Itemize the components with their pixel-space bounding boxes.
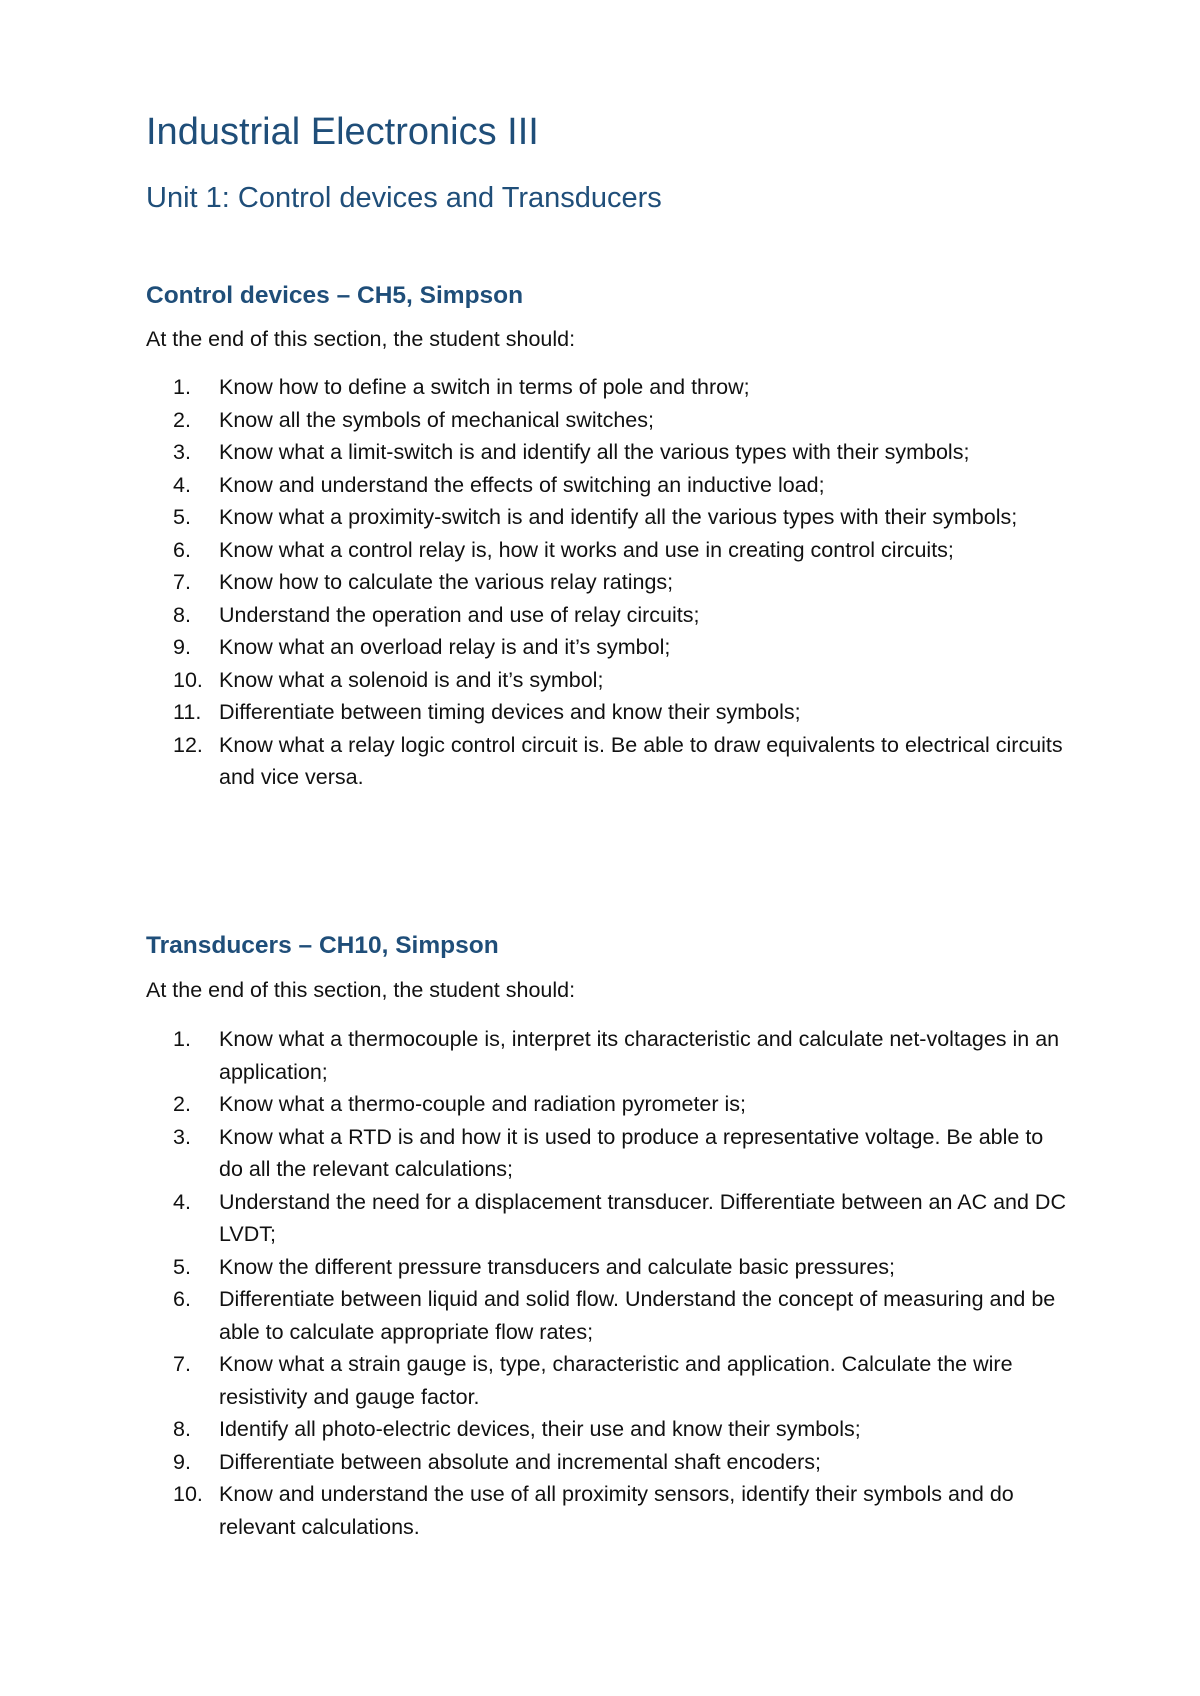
item-number: 3. (173, 1124, 191, 1149)
item-text: Know what a relay logic control circuit is. Be able to draw equivalents to electrical circuits and vice versa. (219, 732, 1063, 789)
list-item (146, 729, 1066, 794)
item-number: 8. (173, 602, 191, 627)
section-heading-control-devices: Control devices – CH5, Simpson (146, 282, 524, 309)
list-item (146, 534, 1066, 567)
item-text: Know and understand the effects of switching an inductive load; (219, 472, 825, 497)
list-item (146, 1121, 1066, 1186)
document-title: Industrial Electronics III (146, 111, 539, 153)
item-text: Know and understand the use of all proximity sensors, identify their symbols and do relevant calculations. (219, 1482, 1014, 1539)
item-text: Know the different pressure transducers and calculate basic pressures; (219, 1254, 896, 1279)
item-text: Understand the need for a displacement transducer. Differentiate between an AC and DC LVDT; (219, 1189, 1066, 1246)
item-text: Know how to define a switch in terms of pole and throw; (219, 375, 750, 399)
item-number: 10. (173, 667, 203, 692)
item-number: 8. (173, 1417, 191, 1441)
item-text: Know what a proximity-switch is and identify all the various types with their symbols; (219, 505, 1018, 529)
item-text: Understand the operation and use of relay circuits; (219, 602, 700, 627)
item-text: Know how to calculate the various relay ratings; (219, 570, 674, 594)
item-number: 7. (173, 1352, 191, 1376)
list-item (146, 1023, 1066, 1088)
unit-title: Unit 1: Control devices and Transducers (146, 182, 662, 214)
item-text: Know what a limit-switch is and identify all the various types with their symbols; (219, 440, 970, 464)
list-item (146, 371, 1066, 404)
list-item (146, 1251, 1066, 1284)
item-text: Differentiate between absolute and incremental shaft encoders; (219, 1449, 821, 1474)
item-number: 1. (173, 1027, 191, 1051)
item-text: Know all the symbols of mechanical switches; (219, 407, 654, 432)
section-heading-transducers: Transducers – CH10, Simpson (146, 932, 499, 959)
objectives-list-control-devices (146, 371, 1066, 794)
list-item (146, 1446, 1066, 1479)
item-text: Know what a control relay is, how it works and use in creating control circuits; (219, 537, 954, 562)
item-number: 5. (173, 505, 191, 529)
item-text: Know what an overload relay is and it’s symbol; (219, 635, 671, 659)
list-item (146, 1186, 1066, 1251)
item-number: 1. (173, 375, 191, 399)
item-number: 7. (173, 570, 191, 594)
item-number: 9. (173, 1449, 191, 1474)
section-intro-control-devices: At the end of this section, the student should: (146, 327, 576, 351)
item-number: 2. (173, 407, 191, 432)
item-number: 3. (173, 440, 191, 464)
item-text: Know what a thermocouple is, interpret its characteristic and calculate net-voltages in an application; (219, 1027, 1060, 1084)
item-number: 5. (173, 1254, 191, 1279)
item-text: Differentiate between liquid and solid flow. Understand the concept of measuring and be able to calculate appropriate flow rates; (219, 1287, 1056, 1344)
item-number: 6. (173, 1287, 191, 1311)
list-item (146, 696, 1066, 729)
item-number: 11. (173, 700, 202, 724)
section-intro-transducers: At the end of this section, the student should: (146, 978, 576, 1002)
item-text: Identify all photo-electric devices, their use and know their symbols; (219, 1417, 861, 1441)
list-item (146, 404, 1066, 437)
list-item (146, 664, 1066, 697)
list-item (146, 436, 1066, 469)
list-item (146, 566, 1066, 599)
list-item (146, 501, 1066, 534)
item-number: 4. (173, 1189, 191, 1214)
item-number: 2. (173, 1092, 191, 1116)
list-item (146, 1283, 1066, 1348)
list-item (146, 1348, 1066, 1413)
item-text: Differentiate between timing devices and know their symbols; (219, 700, 801, 724)
item-text: Know what a RTD is and how it is used to produce a representative voltage. Be able to do all the relevant calculations; (219, 1124, 1044, 1181)
list-item (146, 1088, 1066, 1121)
list-item (146, 1478, 1066, 1543)
item-number: 9. (173, 635, 191, 659)
item-text: Know what a strain gauge is, type, characteristic and application. Calculate the wire resistivity and gauge factor. (219, 1352, 1013, 1409)
item-number: 4. (173, 472, 191, 497)
list-item (146, 599, 1066, 632)
item-text: Know what a solenoid is and it’s symbol; (219, 667, 604, 692)
objectives-list-transducers (146, 1023, 1066, 1543)
list-item (146, 469, 1066, 502)
item-number: 6. (173, 537, 191, 562)
item-number: 12. (173, 732, 203, 757)
list-item (146, 631, 1066, 664)
item-number: 10. (173, 1482, 203, 1506)
item-text: Know what a thermo-couple and radiation pyrometer is; (219, 1092, 747, 1116)
list-item (146, 1413, 1066, 1446)
